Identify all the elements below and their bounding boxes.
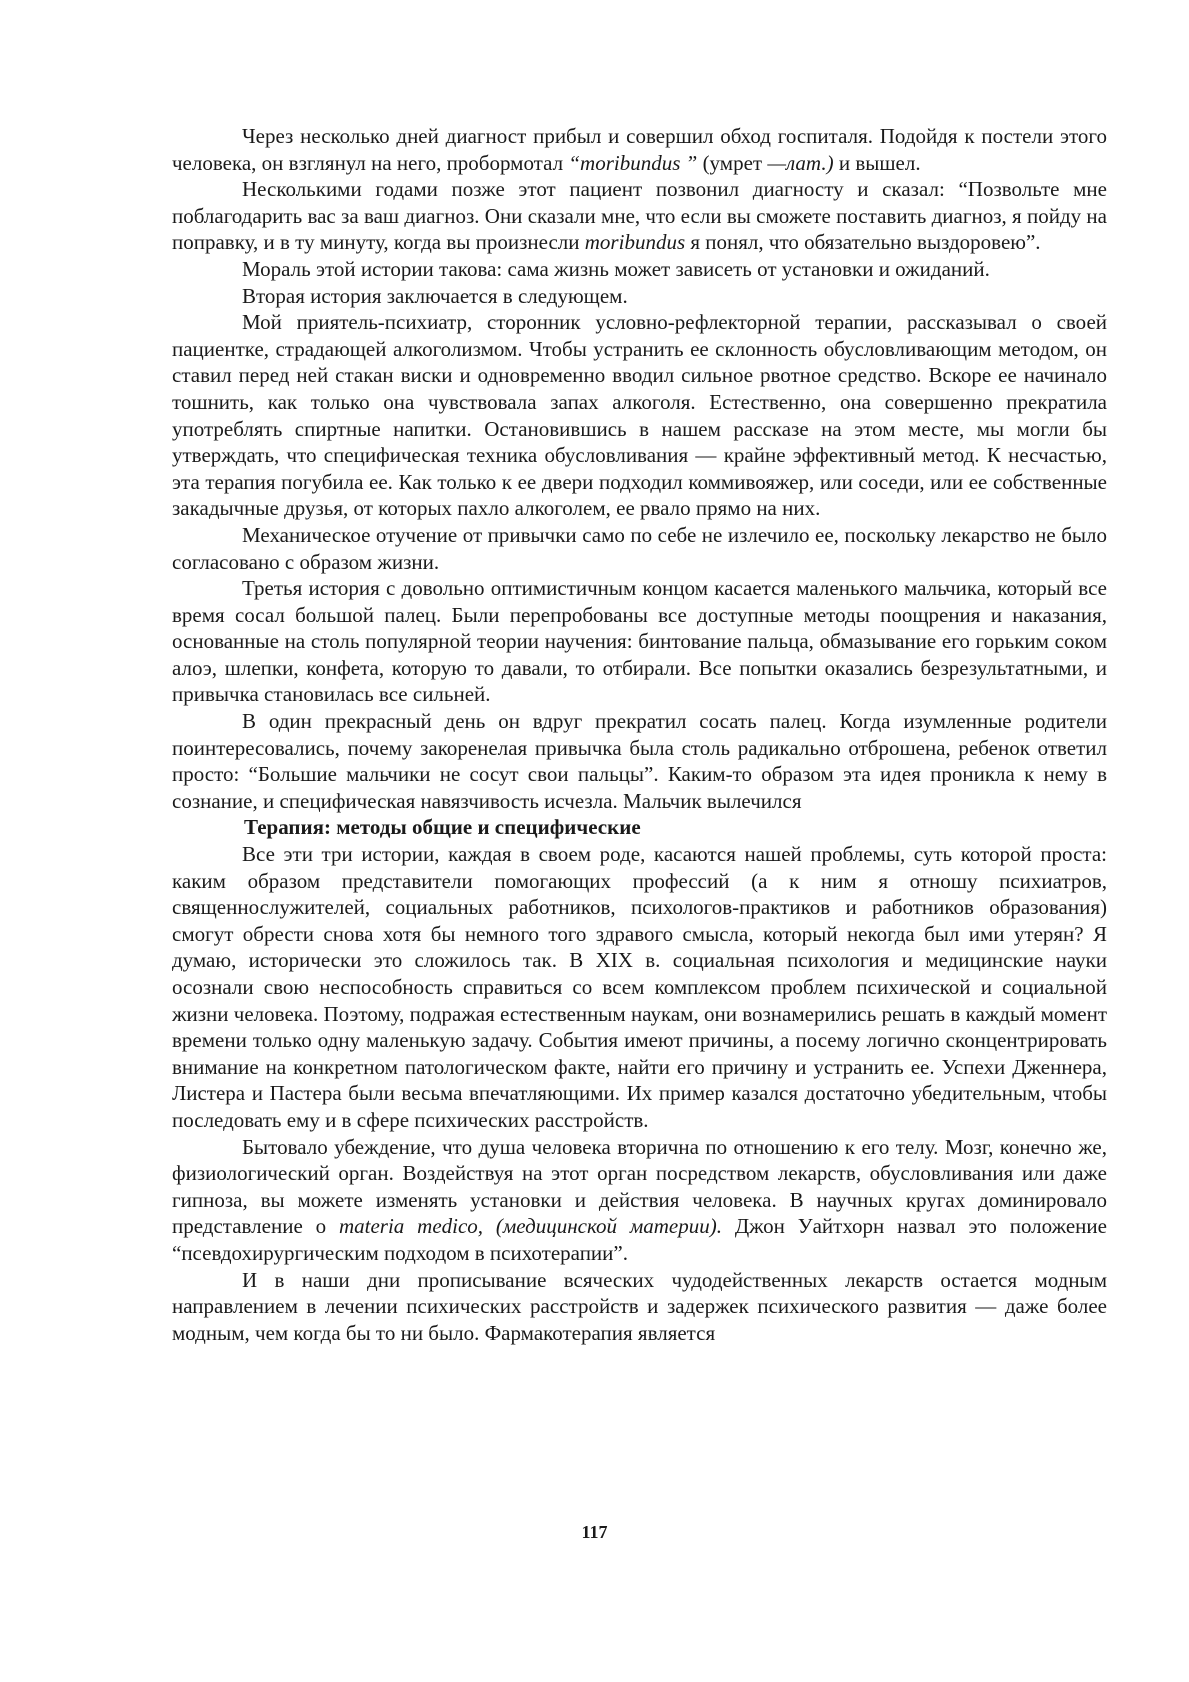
text-run: Третья история с довольно оптимистичным концом касается маленького мальчика, который все время сосал большой палец. Были перепробованы все доступные методы поощрения и наказания, основанные на столь популярной теории научения: бинтование пальца, обмазывание его горьким соком алоэ, шлепки, конфета, которую то давали, то отбирали. Все попытки оказались безрезультатными, и привычка становилась все сильней. <box>172 576 1107 707</box>
paragraph <box>172 575 1107 708</box>
text-run: Несколькими годами позже этот пациент позвонил диагносту и сказал: “Позвольте мне поблагодарить вас за ваш диагноз. Они сказали мне, что если вы сможете поставить диагноз, я пойду на поправку, и в ту минуту, когда вы произнесли <box>172 177 1107 255</box>
italic-text: materia medico, (медицинской материи). <box>338 1214 722 1239</box>
text-run: (умрет <box>697 150 768 175</box>
text-run: Механическое отучение от привычки само по себе не излечило ее, поскольку лекарство не было согласовано с образом жизни. <box>172 522 1107 574</box>
text-run: Вторая история заключается в следующем. <box>242 283 628 308</box>
italic-text: —лат.) <box>767 150 834 175</box>
text-run: Мой приятель-психиатр, сторонник условно-рефлекторной терапии, рассказывал о своей пациентке, страдающей алкоголизмом. Чтобы устранить ее склонность обусловливающим методом, он ставил перед ней стакан виски и одновременно вводил сильное рвотное средство. Вскоре ее начинало тошнить, как только она чувствовала запах алкоголя. Естественно, она совершенно прекратила употреблять спиртные напитки. Остановившись в нашем рассказе на этом месте, мы могли бы утверждать, что специфическая техника обусловливания — крайне эффективный метод. К несчастью, эта терапия погубила ее. Как только к ее двери подходил коммивояжер, или соседи, или ее собственные закадычные друзья, от которых пахло алкоголем, ее рвало прямо на них. <box>172 310 1107 521</box>
italic-text: moribundus <box>584 230 686 255</box>
text-run: Бытовало убеждение, что душа человека вторична по отношению к его телу. Мозг, конечно же, физиологический орган. Воздействуя на этот орган посредством лекарств, обусловливания или даже гипноза, вы можете изменять установки и действия человека. В научных кругах доминировало представление о <box>172 1134 1107 1239</box>
italic-text: “moribundus ” <box>568 150 698 175</box>
paragraph <box>172 841 1107 1134</box>
text-run: И в наши дни прописывание всяческих чудодейственных лекарств остается модным направлением в лечении психических расстройств и задержек психического развития — даже более модным, чем когда бы то ни было. Фармакотерапия является <box>172 1267 1107 1345</box>
paragraph <box>172 309 1107 522</box>
section-heading: Терапия: методы общие и специфические <box>244 815 641 840</box>
paragraph <box>172 522 1107 575</box>
paragraph <box>172 256 1107 283</box>
text-run: В один прекрасный день он вдруг прекратил сосать палец. Когда изумленные родители поинтересовались, почему закоренелая привычка была столь радикально отброшена, ребенок ответил просто: “Большие мальчики не сосут свои пальцы”. Каким-то образом эта идея проникла к нему в сознание, и специфическая навязчивость исчезла. Мальчик вылечился <box>172 709 1107 813</box>
page-text <box>172 123 1107 1346</box>
paragraph-group-stories <box>172 123 1107 814</box>
paragraph <box>172 283 1107 310</box>
text-run: Через несколько дней диагност прибыл и совершил обход госпиталя. Подойдя к постели этого человека, он взглянул на него, пробормотал <box>172 124 1107 175</box>
paragraph <box>172 176 1107 256</box>
paragraph <box>172 123 1107 176</box>
text-run: и вышел. <box>833 150 921 175</box>
paragraph-group-therapy <box>172 841 1107 1346</box>
paragraph <box>172 708 1107 814</box>
paragraph <box>172 1267 1107 1347</box>
page-number: 117 <box>581 1522 608 1542</box>
text-run: я понял, что обязательно выздоровею”. <box>685 230 1041 255</box>
paragraph <box>172 1134 1107 1267</box>
text-run: Мораль этой истории такова: сама жизнь может зависеть от установки и ожиданий. <box>242 256 990 281</box>
text-run: Джон Уайтхорн назвал это положение “псевдохирургическим подходом в психотерапии”. <box>172 1214 1107 1265</box>
text-run: Все эти три истории, каждая в своем роде, касаются нашей проблемы, суть которой проста: каким образом представители помогающих профессий (а к ним я отношу психиатров, священнослужителей, социальных работников, психологов-практиков и работников образования) смогут обрести снова хотя бы немного того здравого смысла, который некогда был ими утерян? Я думаю, исторически это сложилось так. В XIX в. социальная психология и медицинские науки осознали свою неспособность справиться со всем комплексом проблем психической и социальной жизни человека. Поэтому, подражая естественным наукам, они вознамерились решать в каждый момент времени только одну маленькую задачу. События имеют причины, а посему логично сконцентрировать внимание на конкретном патологическом факте, найти его причину и устранить ее. Успехи Дженнера, Листера и Пастера были весьма впечатляющими. Их пример казался достаточно убедительным, чтобы последовать ему и в сфере психических расстройств. <box>172 842 1107 1132</box>
